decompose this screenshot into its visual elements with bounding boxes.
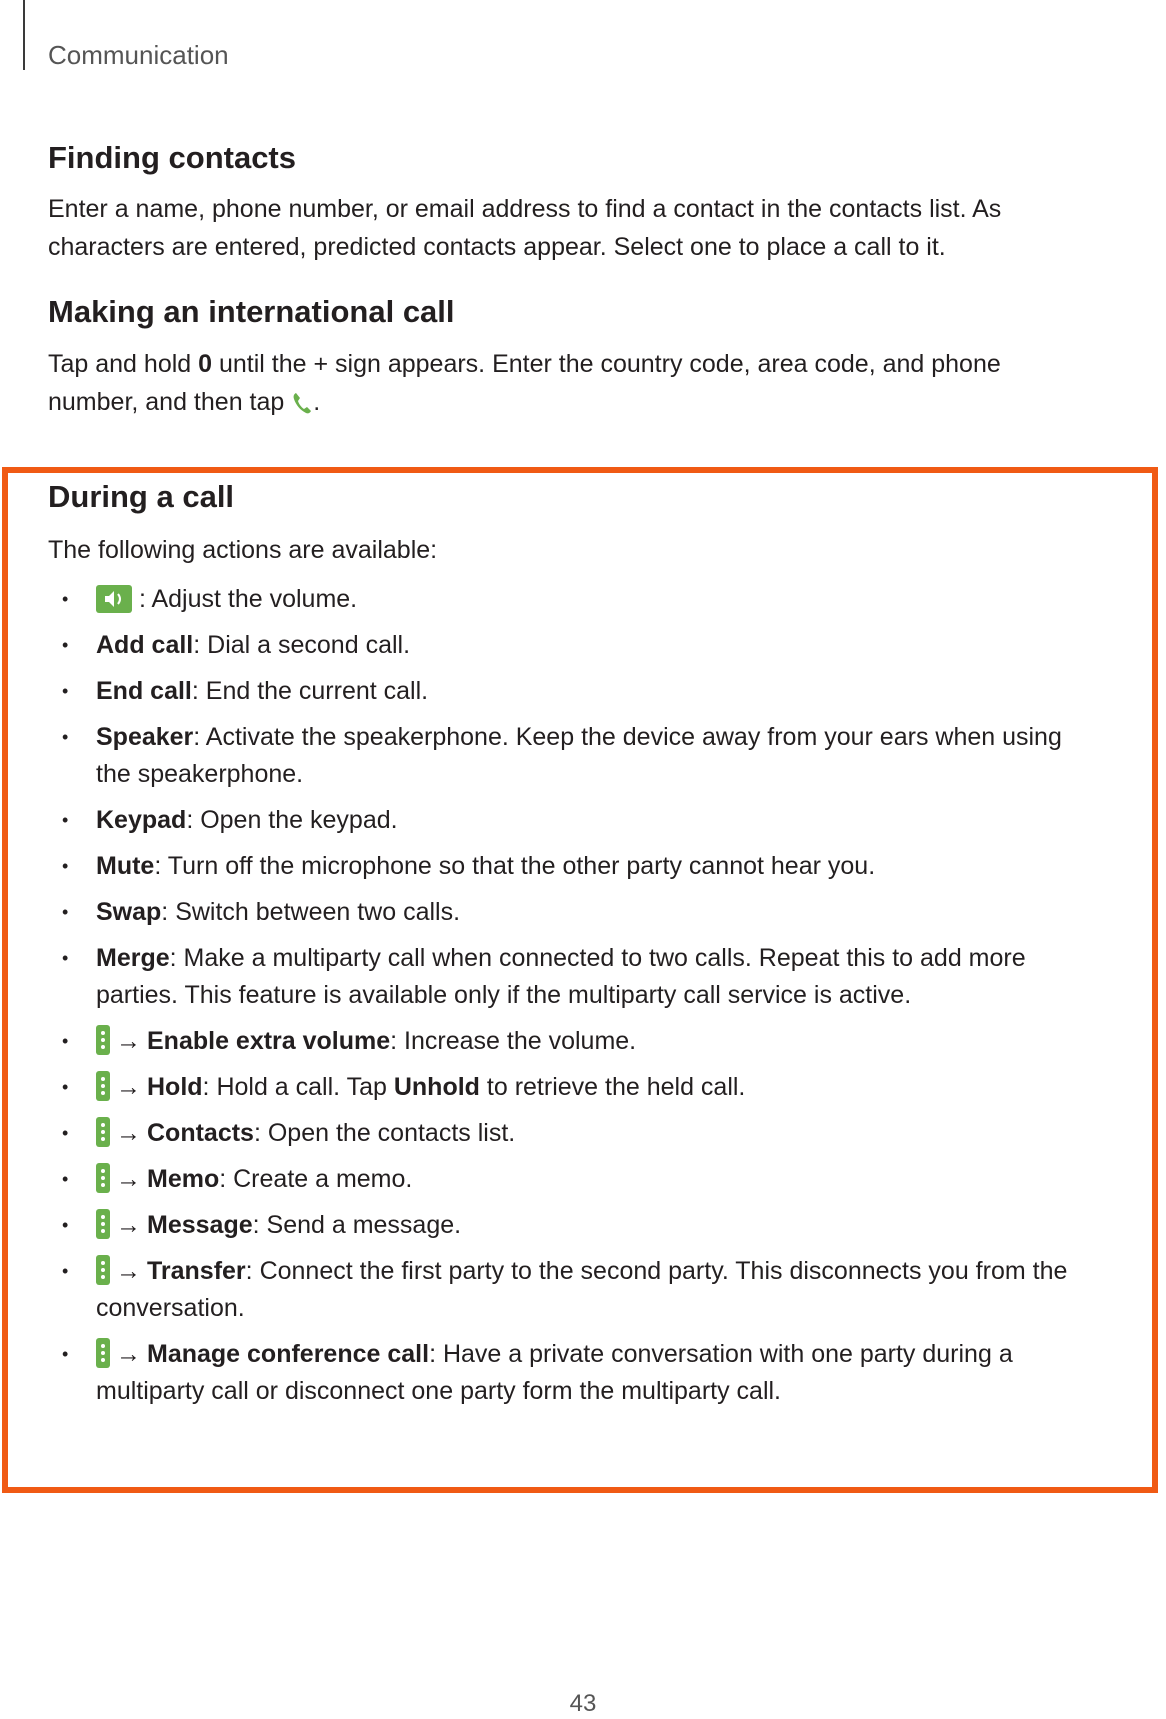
more-options-icon bbox=[96, 1338, 110, 1368]
list-item bbox=[48, 1161, 1098, 1198]
arrow: → bbox=[116, 1211, 141, 1240]
item-desc: : Make a multiparty call when connected to two calls. Repeat this to add more parties. This feature is available only if the multiparty call service is active. bbox=[96, 944, 1026, 1010]
list-item bbox=[48, 673, 1098, 710]
item-desc: : Send a message. bbox=[252, 1211, 462, 1240]
more-options-icon bbox=[96, 1117, 110, 1147]
intl-text-2: until the + sign appears. Enter the country code, area code, and phone number, and then tap bbox=[48, 349, 1001, 416]
intl-bold-zero: 0 bbox=[198, 349, 213, 378]
list-item bbox=[48, 848, 1098, 885]
arrow: → bbox=[116, 1073, 141, 1102]
intl-text-end: . bbox=[313, 387, 321, 416]
item-label: Keypad bbox=[96, 806, 187, 835]
item-label: Manage conference call bbox=[147, 1340, 430, 1369]
page-number: 43 bbox=[569, 1690, 597, 1717]
more-options-icon bbox=[96, 1163, 110, 1193]
item-desc: : Turn off the microphone so that the other party cannot hear you. bbox=[154, 852, 876, 881]
phone-call-icon bbox=[291, 391, 313, 415]
item-label: Transfer bbox=[147, 1257, 246, 1286]
international-call-section bbox=[48, 292, 1098, 420]
more-options-icon bbox=[96, 1255, 110, 1285]
list-item bbox=[48, 1207, 1098, 1244]
finding-contacts-section bbox=[48, 138, 1098, 266]
more-options-icon bbox=[96, 1025, 110, 1055]
arrow: → bbox=[116, 1257, 141, 1286]
list-item bbox=[48, 1023, 1098, 1060]
bullet: • bbox=[62, 856, 69, 877]
item-desc: : Activate the speakerphone. Keep the device away from your ears when using the speakerphone. bbox=[96, 723, 1062, 789]
bullet: • bbox=[62, 1077, 69, 1098]
intl-text-1: Tap and hold bbox=[48, 349, 199, 378]
item-desc: : Open the contacts list. bbox=[253, 1119, 516, 1148]
bullet: • bbox=[62, 1344, 69, 1365]
item-desc: : Create a memo. bbox=[219, 1165, 413, 1194]
list-item bbox=[48, 1253, 1098, 1327]
list-item bbox=[48, 627, 1098, 664]
bullet: • bbox=[62, 902, 69, 923]
arrow: → bbox=[116, 1165, 141, 1194]
item-desc: : Switch between two calls. bbox=[161, 898, 461, 927]
item-label: Merge bbox=[96, 944, 170, 973]
item-label: Swap bbox=[96, 898, 162, 927]
more-options-icon bbox=[96, 1209, 110, 1239]
item-label: Memo bbox=[147, 1165, 220, 1194]
speaker-volume-icon bbox=[96, 585, 132, 613]
bullet: • bbox=[62, 1123, 69, 1144]
volume-desc: : Adjust the volume. bbox=[132, 585, 358, 614]
finding-contacts-body: Enter a name, phone number, or email address to find a contact in the contacts list. As characters are entered, predicted contacts appear. Select one to place a call to it. bbox=[48, 195, 1002, 262]
item-desc: : Increase the volume. bbox=[390, 1027, 637, 1056]
item-label-2: Unhold bbox=[393, 1073, 480, 1102]
bullet: • bbox=[62, 635, 69, 656]
arrow: → bbox=[116, 1340, 141, 1369]
list-item bbox=[48, 802, 1098, 839]
section-label: Communication bbox=[48, 40, 229, 70]
list-item bbox=[48, 894, 1098, 931]
bullet: • bbox=[62, 589, 69, 610]
more-options-icon bbox=[96, 1071, 110, 1101]
during-call-title: During a call bbox=[48, 479, 235, 514]
item-label: End call bbox=[96, 677, 192, 706]
bullet: • bbox=[62, 727, 69, 748]
list-item bbox=[48, 1336, 1098, 1410]
page-content bbox=[48, 138, 1098, 421]
actions-list bbox=[48, 581, 1098, 1410]
list-item bbox=[48, 719, 1098, 793]
bullet: • bbox=[62, 1031, 69, 1052]
bullet: • bbox=[62, 681, 69, 702]
item-desc: : Connect the first party to the second party. This disconnects you from the conversation. bbox=[96, 1257, 1068, 1323]
arrow: → bbox=[116, 1027, 141, 1056]
header-rule bbox=[23, 0, 25, 70]
item-desc: : End the current call. bbox=[191, 677, 429, 706]
item-label: Hold bbox=[147, 1073, 203, 1102]
item-label: Contacts bbox=[147, 1119, 254, 1148]
list-item bbox=[48, 1115, 1098, 1152]
list-item bbox=[48, 1069, 1098, 1106]
item-label: Message bbox=[147, 1211, 253, 1240]
bullet: • bbox=[62, 1169, 69, 1190]
item-desc: : Open the keypad. bbox=[186, 806, 398, 835]
bullet: • bbox=[62, 1261, 69, 1282]
international-call-body bbox=[48, 345, 1098, 421]
list-item-volume bbox=[48, 581, 1098, 618]
during-call-intro: The following actions are available: bbox=[48, 536, 438, 565]
item-desc: : Hold a call. Tap bbox=[202, 1073, 394, 1102]
bullet: • bbox=[62, 810, 69, 831]
item-label: Mute bbox=[96, 852, 155, 881]
item-label: Speaker bbox=[96, 723, 194, 752]
list-item bbox=[48, 940, 1098, 1014]
item-desc-2: to retrieve the held call. bbox=[479, 1073, 746, 1102]
item-desc: : Dial a second call. bbox=[193, 631, 411, 660]
bullet: • bbox=[62, 1215, 69, 1236]
item-desc: : Have a private conversation with one party during a multiparty call or disconnect one party form the multiparty call. bbox=[96, 1340, 1013, 1406]
finding-contacts-title: Finding contacts bbox=[48, 140, 296, 175]
during-call-section bbox=[48, 477, 1098, 1419]
arrow: → bbox=[116, 1119, 141, 1148]
international-call-title: Making an international call bbox=[48, 294, 455, 330]
item-label: Enable extra volume bbox=[147, 1027, 391, 1056]
item-label: Add call bbox=[96, 631, 194, 660]
bullet: • bbox=[62, 948, 69, 969]
